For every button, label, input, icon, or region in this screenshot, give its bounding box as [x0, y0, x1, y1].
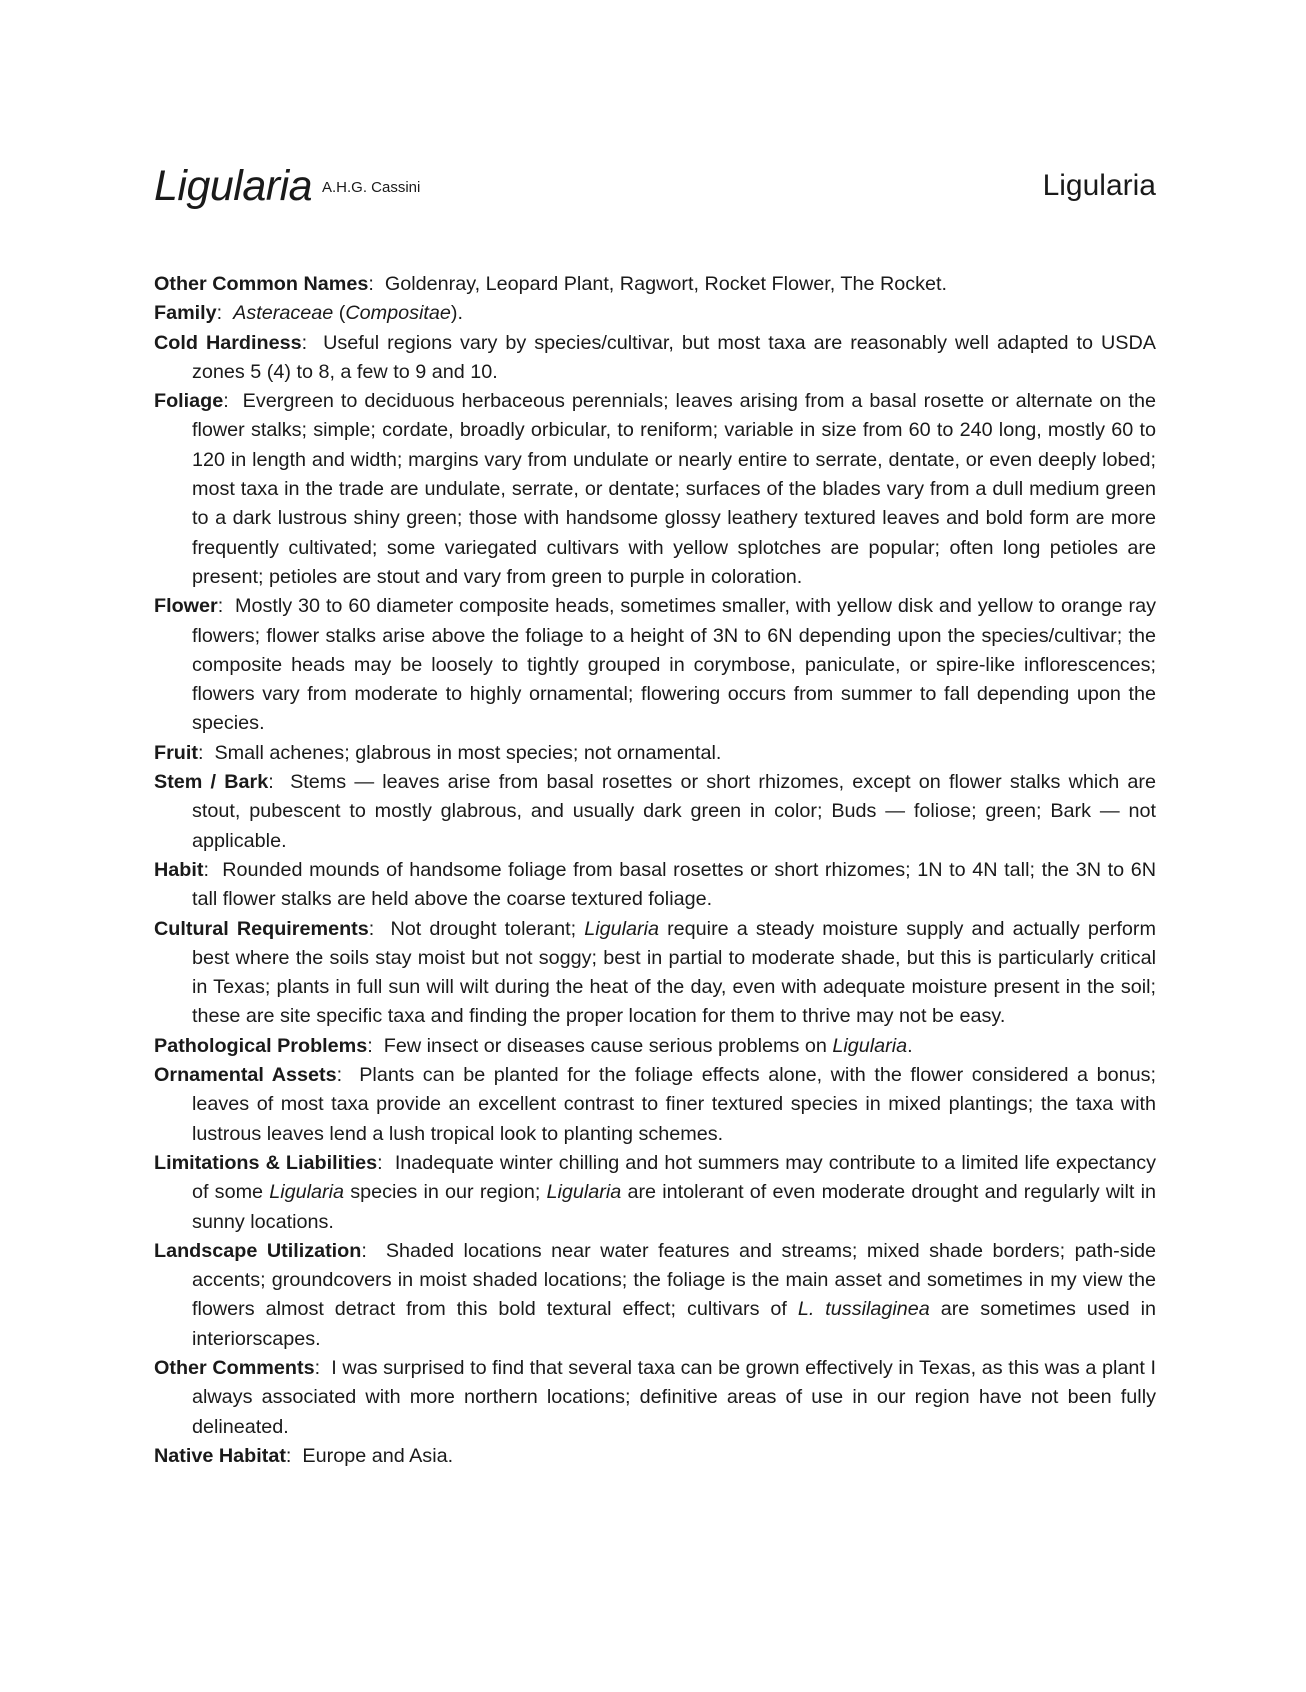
- page-header: [154, 158, 1156, 214]
- entry-cultural-requirements: Cultural Requirements: Not drought tolerant; Ligularia require a steady moisture supply and actually perform best where the soils stay moist but not soggy; best in partial to moderate shade, but this is particularly critical in Texas; plants in full sun will wilt during the heat of the day, even with adequate moisture present in the soil; these are site specific taxa and finding the proper location for them to thrive may not be easy.: [154, 917, 1156, 1028]
- entry-label: Fruit: [154, 741, 198, 764]
- entry-text: Few insect or diseases cause serious problems on: [383, 1034, 833, 1057]
- entry-label: Other Common Names: [154, 273, 369, 295]
- genus-title: Ligularia: [154, 162, 313, 210]
- entry-label: Stem / Bark: [154, 771, 269, 794]
- genus-italic: Ligularia: [546, 1181, 622, 1204]
- entry-text: Inadequate winter chilling and hot summers may contribute to a limited life expectancy of some: [192, 1151, 1156, 1204]
- entry-text: species in our region;: [344, 1181, 547, 1204]
- entry-text: Goldenray, Leopard Plant, Ragwort, Rocket Flower, The Rocket.: [384, 273, 948, 295]
- entry-text: Evergreen to deciduous herbaceous perennials; leaves arising from a basal rosette or alternate on the flower stalks; simple; cordate, broadly orbicular, to reniform; variable in size from 60 to 240 long, mostly 60 to 120 in length and width; margins vary from undulate or nearly entire to serrate, dentate, or even deeply lobed; most taxa in the trade are undulate, serrate, or dentate; surfaces of the blades vary from a dull medium green to a dark lustrous shiny green; those with handsome glossy leathery textured leaves and bold form are more frequently cultivated; some variegated cultivars with yellow splotches are popular; often long petioles are present; petioles are stout and vary from green to purple in coloration.: [192, 390, 1157, 588]
- entry-label: Family: [154, 302, 217, 325]
- entry-label: Native Habitat: [154, 1444, 286, 1467]
- common-name-title: Ligularia: [1042, 169, 1156, 202]
- entry-text: Rounded mounds of handsome foliage from basal rosettes or short rhizomes; 1N to 4N tall; the 3N to 6N tall flower stalks are held above the coarse textured foliage.: [192, 858, 1156, 911]
- entry-flower: Flower: Mostly 30 to 60 diameter composite heads, sometimes smaller, with yellow disk and yellow to orange ray flowers; flower stalks arise above the foliage to a height of 3N to 6N depending upon the species/cultivar; the composite heads may be loosely to tightly grouped in corymbose, paniculate, or spire-like inflorescences; flowers vary from moderate to highly ornamental; flowering occurs from summer to fall depending upon the species.: [154, 595, 1156, 735]
- entry-text: Europe and Asia.: [302, 1444, 454, 1467]
- entry-fruit: Fruit: Small achenes; glabrous in most species; not ornamental.: [154, 741, 722, 764]
- family-end: ).: [450, 302, 463, 325]
- entry-other-common-names: Other Common Names: Goldenray, Leopard Plant, Ragwort, Rocket Flower, The Rocket.: [154, 273, 948, 295]
- entry-text: Not drought tolerant;: [390, 917, 585, 940]
- family-name: Asteraceae: [233, 302, 334, 325]
- entry-landscape-utilization: Landscape Utilization: Shaded locations near water features and streams; mixed shade borders; path-side accents; groundcovers in moist shaded locations; the foliage is the main asset and sometimes in my view the flowers almost detract from this bold textural effect; cultivars of L. tussilaginea are sometimes used in interiorscapes.: [154, 1239, 1157, 1350]
- family-paren: (: [333, 302, 346, 325]
- entry-label: Flower: [154, 595, 218, 618]
- entry-text: I was surprised to find that several taxa can be grown effectively in Texas, as this was a plant I always associated with more northern locations; definitive areas of use in our region have not been fully delineated.: [192, 1356, 1156, 1438]
- entry-text: are sometimes used in interiorscapes.: [192, 1298, 1157, 1350]
- entry-text: Stems — leaves arise from basal rosettes or short rhizomes, except on flower stalks which are stout, pubescent to mostly glabrous, and usually dark green in color; Buds — foliose; green; Bark — not applicable.: [192, 771, 1156, 852]
- entry-text: Mostly 30 to 60 diameter composite heads, sometimes smaller, with yellow disk and yellow to orange ray flowers; flower stalks arise above the foliage to a height of 3N to 6N depending upon the species/cultivar; the composite heads may be loosely to tightly grouped in corymbose, paniculate, or spire-like inflorescences; flowers vary from moderate to highly ornamental; flowering occurs from summer to fall depending upon the species.: [192, 595, 1156, 735]
- entry-text: Useful regions vary by species/cultivar, but most taxa are reasonably well adapted to USDA zones 5 (4) to 8, a few to 9 and 10.: [192, 331, 1156, 383]
- entry-label: Pathological Problems: [154, 1034, 368, 1057]
- entry-label: Landscape Utilization: [154, 1239, 362, 1262]
- entry-pathological-problems: Pathological Problems: Few insect or diseases cause serious problems on Ligularia.: [154, 1034, 913, 1057]
- entry-limitations-liabilities: Limitations & Liabilities: Inadequate winter chilling and hot summers may contribute to a limited life expectancy of some Ligularia species in our region; Ligularia are intolerant of even moderate drought and regularly wilt in sunny locations.: [154, 1151, 1156, 1233]
- entry-text: require a steady moisture supply and actually perform best where the soils stay moist but not soggy; best in partial to moderate shade, but this is particularly critical in Texas; plants in full sun will wilt during the heat of the day, even with adequate moisture present in the soil; these are site specific taxa and finding the proper location for them to thrive may not be easy.: [192, 917, 1156, 1028]
- entry-habit: Habit: Rounded mounds of handsome foliage from basal rosettes or short rhizomes; 1N to 4N tall; the 3N to 6N tall flower stalks are held above the coarse textured foliage.: [154, 858, 1156, 911]
- entry-text: Plants can be planted for the foliage effects alone, with the flower considered a bonus; leaves of most taxa provide an excellent contrast to finer textured species in mixed plantings; the taxa with lustrous leaves lend a lush tropical look to planting schemes.: [192, 1064, 1156, 1145]
- entry-cold-hardiness: Cold Hardiness: Useful regions vary by species/cultivar, but most taxa are reasonably well adapted to USDA zones 5 (4) to 8, a few to 9 and 10.: [154, 331, 1156, 383]
- species-italic: L. tussilaginea: [797, 1298, 930, 1321]
- entry-label: Other Comments: [154, 1356, 315, 1379]
- entry-label: Cultural Requirements: [154, 917, 369, 940]
- entry-label: Ornamental Assets: [154, 1064, 337, 1087]
- genus-author: A.H.G. Cassini: [322, 179, 421, 196]
- entry-text: are intolerant of even moderate drought and regularly wilt in sunny locations.: [192, 1181, 1156, 1233]
- genus-italic: Ligularia: [832, 1034, 908, 1057]
- entry-ornamental-assets: Ornamental Assets: Plants can be planted for the foliage effects alone, with the flower considered a bonus; leaves of most taxa provide an excellent contrast to finer textured species in mixed plantings; the taxa with lustrous leaves lend a lush tropical look to planting schemes.: [154, 1064, 1156, 1145]
- entry-label: Habit: [154, 858, 204, 881]
- entry-text: Small achenes; glabrous in most species; not ornamental.: [214, 741, 722, 764]
- genus-italic: Ligularia: [584, 917, 659, 940]
- entry-family: Family: Asteraceae (Compositae).: [154, 302, 463, 325]
- entry-foliage: Foliage: Evergreen to deciduous herbaceous perennials; leaves arising from a basal rosette or alternate on the flower stalks; simple; cordate, broadly orbicular, to reniform; variable in size from 60 to 240 long, mostly 60 to 120 in length and width; margins vary from undulate or nearly entire to serrate, dentate, or even deeply lobed; most taxa in the trade are undulate, serrate, or dentate; surfaces of the blades vary from a dull medium green to a dark lustrous shiny green; those with handsome glossy leathery textured leaves and bold form are more frequently cultivated; some variegated cultivars with yellow splotches are popular; often long petioles are present; petioles are stout and vary from green to purple in coloration.: [154, 390, 1157, 588]
- plant-description: [154, 270, 1156, 1471]
- entry-label: Limitations & Liabilities: [154, 1151, 378, 1174]
- entry-text: .: [907, 1034, 913, 1057]
- entry-label: Cold Hardiness: [154, 331, 302, 354]
- entry-other-comments: Other Comments: I was surprised to find that several taxa can be grown effectively in Texas, as this was a plant I always associated with more northern locations; definitive areas of use in our region have not been fully delineated.: [154, 1356, 1156, 1438]
- entry-native-habitat: Native Habitat: Europe and Asia.: [154, 1444, 454, 1467]
- genus-italic: Ligularia: [269, 1181, 345, 1204]
- entry-text: Shaded locations near water features and streams; mixed shade borders; path-side accents; groundcovers in moist shaded locations; the foliage is the main asset and sometimes in my view the flowers almost detract from this bold textural effect; cultivars of: [192, 1239, 1156, 1321]
- entry-stem-bark: Stem / Bark: Stems — leaves arise from basal rosettes or short rhizomes, except on flower stalks which are stout, pubescent to mostly glabrous, and usually dark green in color; Buds — foliose; green; Bark — not applicable.: [154, 771, 1156, 852]
- entry-label: Foliage: [154, 390, 224, 413]
- family-alt-name: Compositae: [345, 302, 451, 325]
